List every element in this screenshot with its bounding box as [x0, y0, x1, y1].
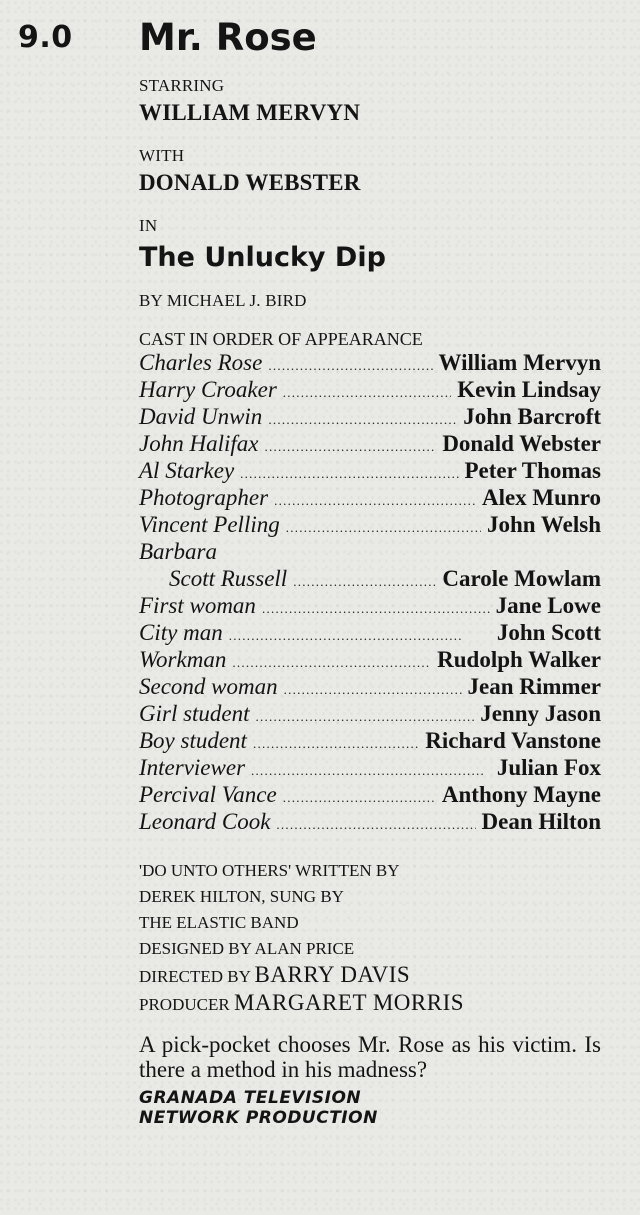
designer-credit: DESIGNED BY ALAN PRICE — [139, 939, 355, 958]
in-label: IN — [139, 216, 158, 235]
song-credit-line: THE ELASTIC BAND — [139, 913, 299, 932]
cast-role: Scott Russell — [169, 566, 288, 591]
cast-role: Harry Croaker — [139, 377, 277, 402]
cast-role: First woman — [139, 593, 256, 618]
leader-dots — [268, 404, 457, 430]
leader-dots — [283, 377, 451, 403]
cast-row — [139, 539, 601, 566]
leader-dots — [276, 809, 475, 835]
cast-role: John Halifax — [139, 431, 259, 456]
cast-row — [139, 485, 601, 512]
leader-dots — [251, 755, 491, 781]
cast-actor: John Barcroft — [463, 404, 601, 429]
network-credit-line: GRANADA TELEVISION — [139, 1088, 362, 1108]
cast-row — [139, 512, 601, 539]
cast-actor: Julian Fox — [496, 755, 601, 780]
cast-role: Percival Vance — [139, 782, 277, 807]
cast-row — [139, 458, 601, 485]
cast-row — [139, 755, 601, 782]
cast-role: Al Starkey — [139, 458, 235, 483]
producer-credit — [139, 990, 601, 1018]
leader-dots — [284, 674, 462, 700]
cast-row — [139, 782, 601, 809]
leader-dots — [240, 458, 458, 484]
cast-actor: Jane Lowe — [495, 593, 601, 618]
starring-label: STARRING — [139, 76, 225, 95]
director-name: BARRY DAVIS — [254, 962, 411, 987]
cast-heading: CAST IN ORDER OF APPEARANCE — [139, 329, 423, 349]
leader-dots — [274, 485, 476, 511]
cast-actor: Peter Thomas — [464, 458, 601, 483]
cast-actor: Dean Hilton — [481, 809, 601, 834]
byline: BY MICHAEL J. BIRD — [139, 291, 307, 310]
credits-block — [139, 858, 601, 1018]
cast-row — [139, 377, 601, 404]
cast-actor: Carole Mowlam — [442, 566, 601, 591]
synopsis: A pick-pocket chooses Mr. Rose as his victim. Is there a method in his madness? — [139, 1032, 601, 1082]
cast-role: Interviewer — [139, 755, 246, 780]
cast-row — [139, 701, 601, 728]
cast-row — [139, 431, 601, 458]
leader-dots — [286, 512, 481, 538]
cast-row — [139, 350, 601, 377]
cast-role: Barbara — [139, 539, 217, 564]
cast-actor: Rudolph Walker — [437, 647, 601, 672]
costar-name: DONALD WEBSTER — [139, 170, 361, 195]
broadcast-time: 9.0 — [18, 20, 73, 55]
leader-dots — [256, 701, 475, 727]
cast-role: Girl student — [139, 701, 250, 726]
cast-role: Charles Rose — [139, 350, 263, 375]
song-credit-line: 'DO UNTO OTHERS' WRITTEN BY — [139, 861, 400, 880]
leader-dots — [232, 647, 431, 673]
cast-row — [139, 404, 601, 431]
episode-title: The Unlucky Dip — [139, 242, 386, 273]
cast-role: Leonard Cook — [139, 809, 271, 834]
cast-role: Photographer — [139, 485, 269, 510]
cast-role: Second woman — [139, 674, 278, 699]
cast-actor: William Mervyn — [438, 350, 601, 375]
cast-role: David Unwin — [139, 404, 263, 429]
cast-actor: Anthony Mayne — [441, 782, 601, 807]
leader-dots — [268, 350, 432, 376]
cast-row — [139, 674, 601, 701]
leader-dots — [264, 431, 436, 457]
cast-actor: Alex Munro — [481, 485, 601, 510]
cast-row — [139, 620, 601, 647]
cast-row — [139, 728, 601, 755]
cast-role: City man — [139, 620, 223, 645]
producer-name: MARGARET MORRIS — [233, 990, 465, 1015]
cast-actor: John Welsh — [487, 512, 601, 537]
directed-label: DIRECTED BY — [139, 967, 251, 986]
cast-list — [139, 350, 601, 836]
song-credit-line: DEREK HILTON, SUNG BY — [139, 887, 344, 906]
cast-row — [139, 809, 601, 836]
cast-actor: Kevin Lindsay — [457, 377, 601, 402]
star-name: WILLIAM MERVYN — [139, 100, 361, 125]
cast-role: Boy student — [139, 728, 247, 753]
cast-row — [139, 593, 601, 620]
cast-row — [139, 647, 601, 674]
director-credit — [139, 962, 601, 990]
producer-label: PRODUCER — [139, 995, 230, 1014]
cast-actor: Jean Rimmer — [467, 674, 601, 699]
cast-actor: Richard Vanstone — [425, 728, 601, 753]
cast-actor: Donald Webster — [442, 431, 601, 456]
network-credit-line: NETWORK PRODUCTION — [139, 1108, 378, 1128]
leader-dots — [283, 782, 436, 808]
with-label: WITH — [139, 146, 185, 165]
leader-dots — [262, 593, 490, 619]
listing-body — [139, 76, 601, 1128]
cast-actor: Jenny Jason — [480, 701, 601, 726]
programme-title: Mr. Rose — [139, 16, 317, 59]
cast-actor: John Scott — [496, 620, 601, 645]
leader-dots — [229, 620, 491, 646]
leader-dots — [293, 566, 436, 592]
cast-role: Workman — [139, 647, 227, 672]
cast-role: Vincent Pelling — [139, 512, 280, 537]
leader-dots — [253, 728, 419, 754]
cast-row — [139, 566, 601, 593]
